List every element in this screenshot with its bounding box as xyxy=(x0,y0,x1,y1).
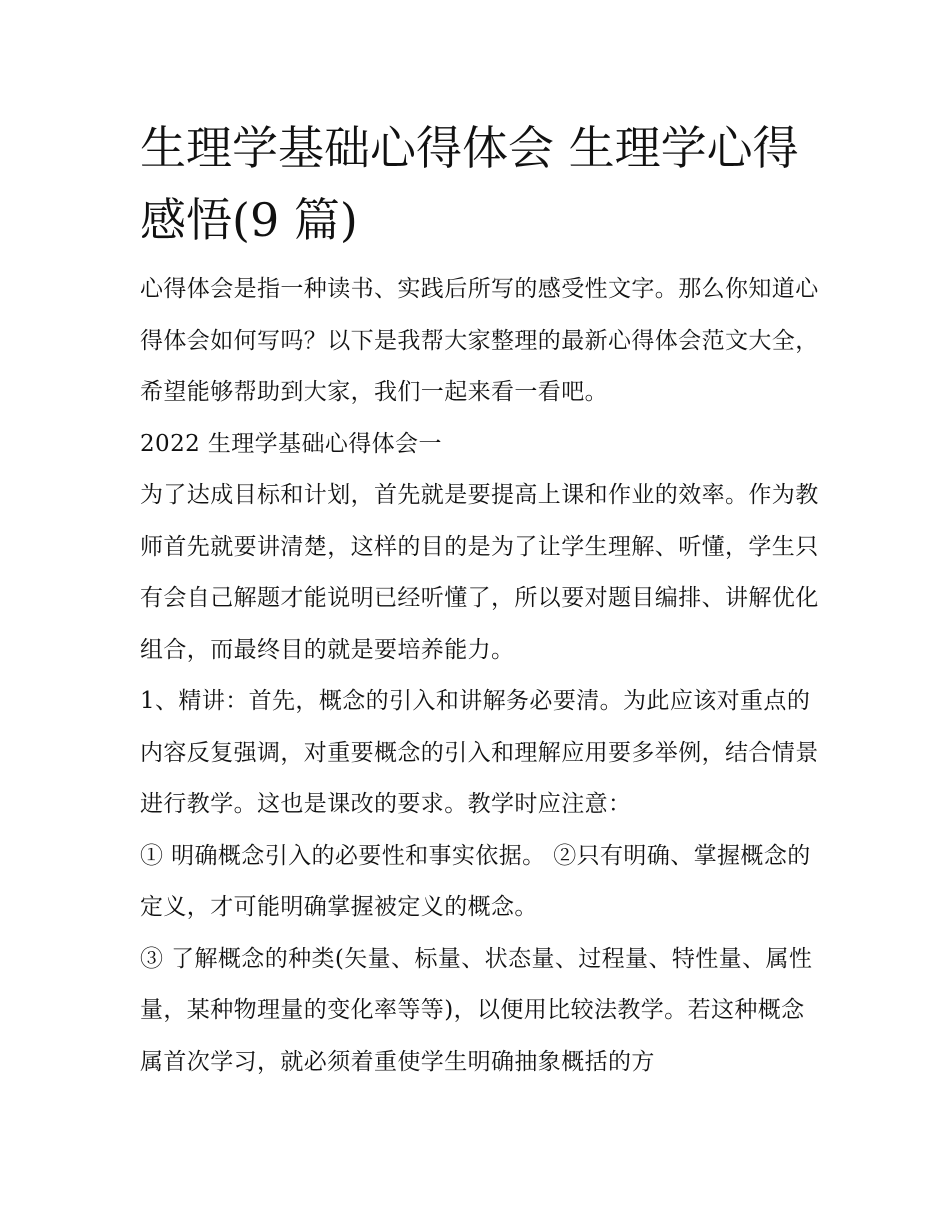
document-body xyxy=(140,112,820,1088)
body-paragraph-note-1-2: ① 明确概念引入的必要性和事实依据。 ②只有明确、掌握概念的定义，才可能明确掌握被定义的概念。 xyxy=(140,842,811,920)
document-title: 生理学基础心得体会 生理学心得感悟(9 篇) xyxy=(140,121,799,247)
body-paragraph: 为了达成目标和计划，首先就是要提高上课和作业的效率。作为教师首先就要讲清楚，这样的目的是为了让学生理解、听懂，学生只有会自己解题才能说明已经听懂了，所以要对题目编排、讲解优化组合，而最终目的就是要培养能力。 xyxy=(140,482,819,663)
body-paragraph-note-3: ③ 了解概念的种类(矢量、标量、状态量、过程量、特性量、属性量，某种物理量的变化率等等)，以便用比较法教学。若这种概念属首次学习，就必须着重使学生明确抽象概括的方 xyxy=(140,945,813,1075)
section-heading: 2022 生理学基础心得体会一 xyxy=(140,430,442,457)
body-paragraph-point-1: 1、精讲：首先，概念的引入和讲解务必要清。为此应该对重点的内容反复强调，对重要概念的引入和理解应用要多举例，结合情景进行教学。这也是课改的要求。教学时应注意： xyxy=(140,688,819,817)
intro-paragraph: 心得体会是指一种读书、实践后所写的感受性文字。那么你知道心得体会如何写吗？以下是我帮大家整理的最新心得体会范文大全，希望能够帮助到大家，我们一起来看一看吧。 xyxy=(140,276,819,405)
